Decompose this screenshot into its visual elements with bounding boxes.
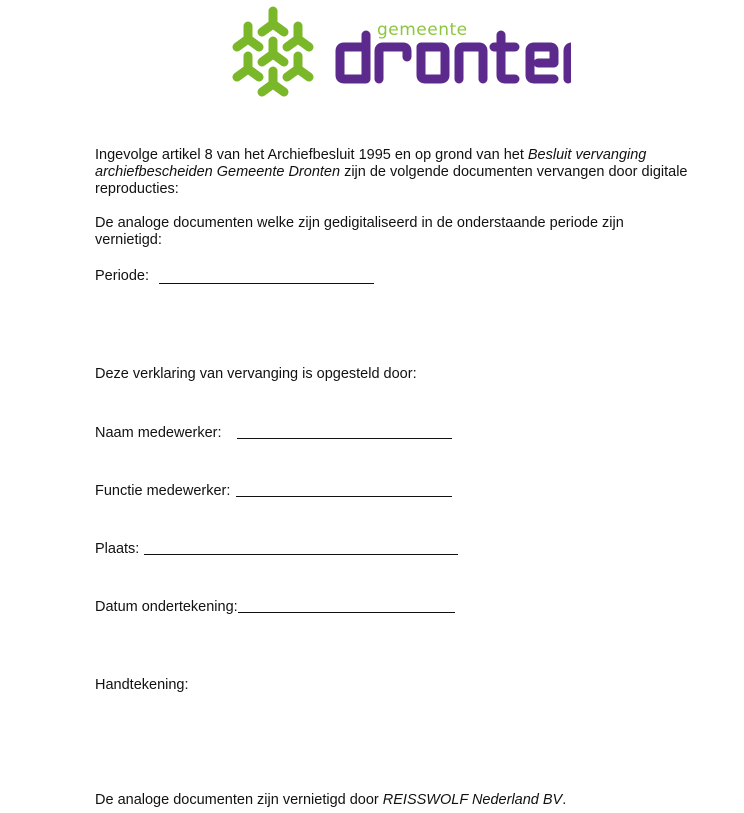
periode-label: Periode:	[95, 268, 150, 284]
plaats-input-line[interactable]	[144, 554, 458, 555]
intro-text-part1: Ingevolge artikel 8 van het Archiefbesluit 1995 en op grond van het	[95, 147, 528, 163]
prepared-by-heading: Deze verklaring van vervanging is opgesteld door:	[95, 366, 417, 382]
footer-statement	[95, 792, 715, 809]
handtekening-label: Handtekening:	[95, 677, 189, 693]
footer-period: .	[562, 792, 567, 808]
periode-input-line[interactable]	[159, 283, 374, 284]
destroyed-statement: De analoge documenten welke zijn gedigitaliseerd in de onderstaande periode zijn vernietigd:	[95, 215, 624, 248]
naam-medewerker-input-line[interactable]	[237, 438, 452, 439]
intro-paragraph	[95, 147, 705, 198]
plaats-label: Plaats:	[95, 541, 140, 557]
intro-decree-title: Besluit vervanging archiefbescheiden Gemeente Dronten	[95, 147, 647, 180]
footer-text: De analoge documenten zijn vernietigd door	[95, 792, 383, 808]
logo-gemeente-text: gemeente	[377, 20, 468, 40]
gemeente-dronten-logo	[226, 2, 571, 102]
functie-medewerker-input-line[interactable]	[236, 496, 452, 497]
naam-medewerker-label: Naam medewerker:	[95, 425, 222, 441]
datum-ondertekening-label: Datum ondertekening:	[95, 599, 238, 615]
functie-medewerker-label: Functie medewerker:	[95, 483, 231, 499]
datum-ondertekening-input-line[interactable]	[238, 612, 455, 613]
signature-area[interactable]	[95, 700, 495, 780]
intro-text-part2: zijn de volgende documenten vervangen door digitale reproducties:	[95, 164, 688, 197]
destruction-company-name: REISSWOLF Nederland BV	[382, 792, 563, 808]
trefoil-cluster-logo-icon	[226, 2, 571, 102]
